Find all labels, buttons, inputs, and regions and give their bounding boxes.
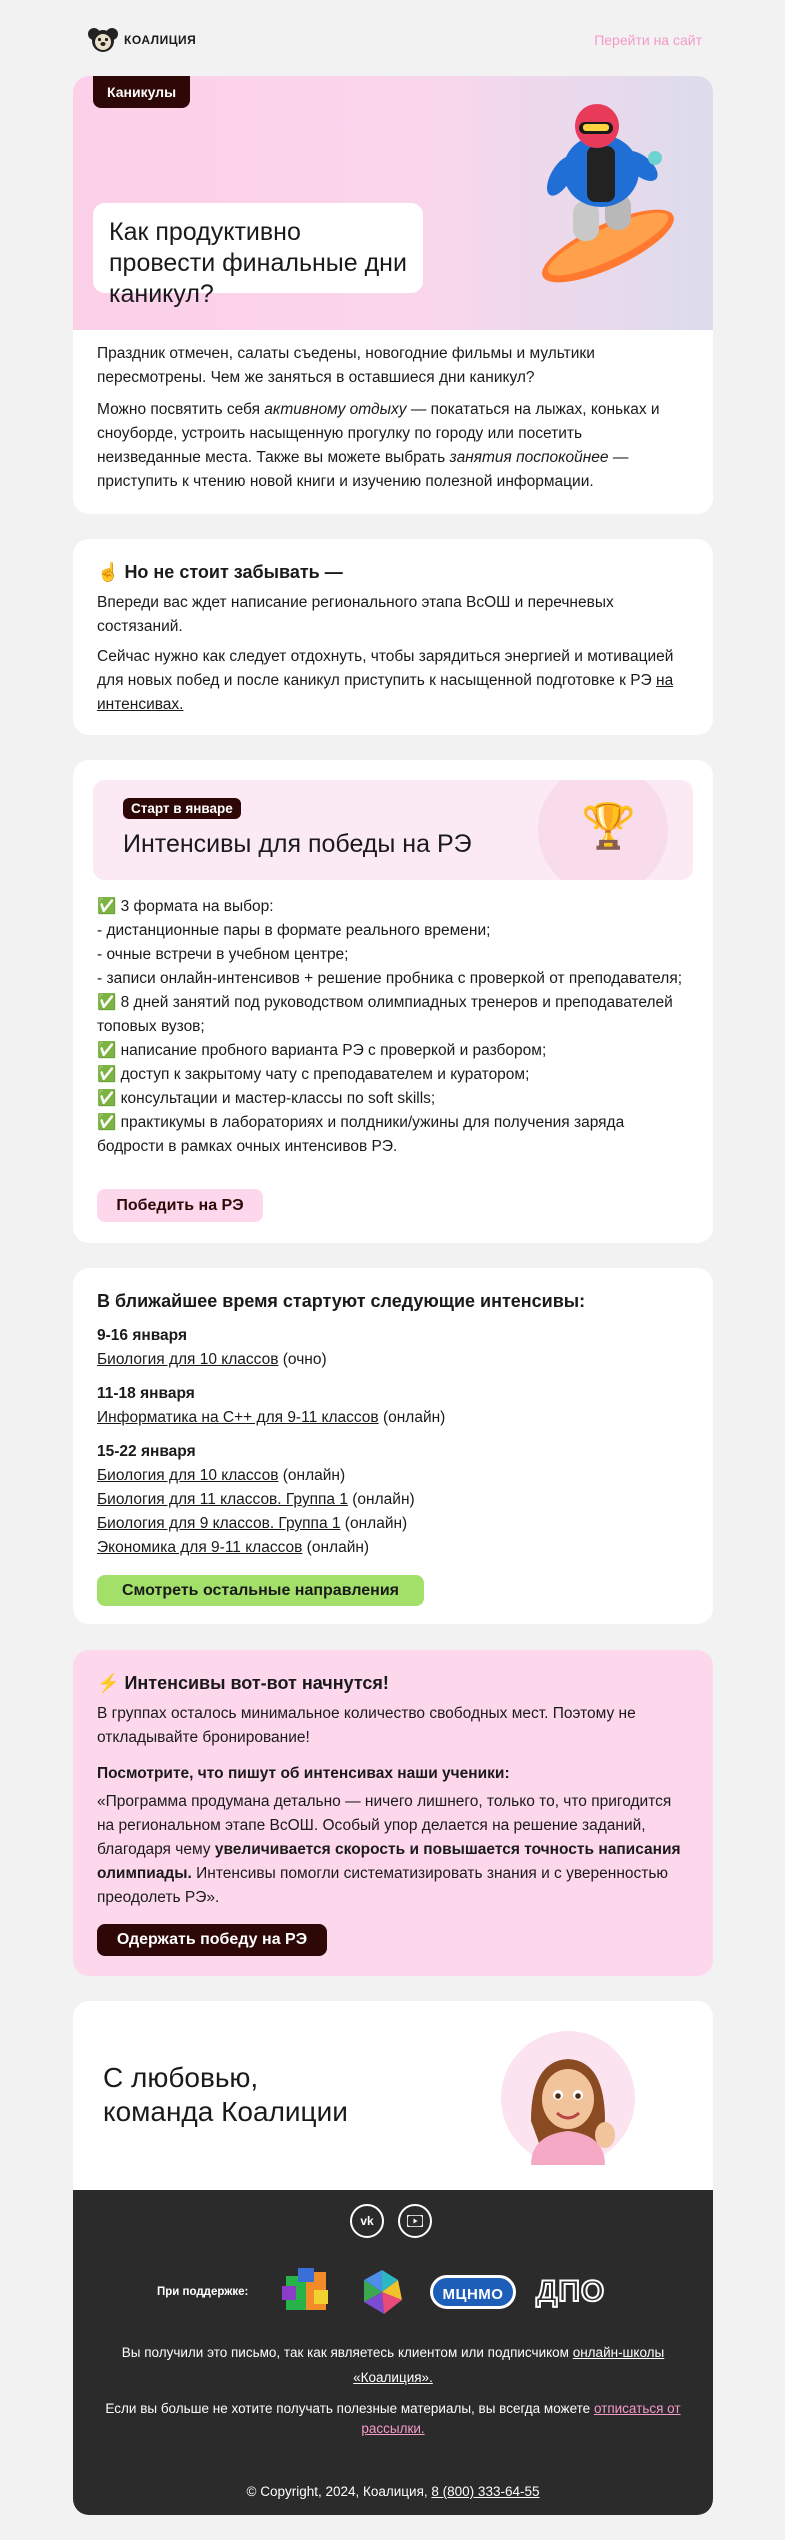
subscription-notice: Вы получили это письмо, так как являетесь клиентом или подписчиком онлайн-школы «Коалиция». [121, 2345, 665, 2385]
more-directions-button[interactable]: Смотреть остальные направления [97, 1575, 424, 1606]
intensives-title: Интенсивы для победы на РЭ [123, 830, 472, 858]
course-link[interactable]: Биология для 10 классов [97, 1467, 279, 1484]
remember-paragraph-1: Впереди вас ждет написание регионального этапа ВсОШ и перечневых состязаний. [97, 594, 614, 635]
list-line: ✅ доступ к закрытому чату с преподавателем и куратором; [97, 1066, 530, 1083]
pointing-up-icon: ☝️ [97, 562, 120, 582]
soon-card [73, 1650, 713, 1976]
logo-text: КОАЛИЦИЯ [124, 33, 197, 47]
phone-link[interactable]: 8 (800) 333-64-55 [431, 2484, 540, 2499]
remember-card [73, 539, 713, 735]
signature-text [103, 2061, 348, 2129]
soon-title: Интенсивы вот-вот начнутся! [124, 1673, 389, 1693]
schedule-item: Информатика на С++ для 9-11 классов (онлайн) [97, 1409, 446, 1426]
intro-paragraph-1: Праздник отмечен, салаты съедены, новогодние фильмы и мультики пересмотрены. Чем же заняться в оставшиеся дни каникул? [97, 345, 595, 386]
list-line: - очные встречи в учебном центре; [97, 946, 349, 963]
win-re-dark-button[interactable]: Одержать победу на РЭ [97, 1924, 327, 1956]
schedule-item: Биология для 10 классов (онлайн) [97, 1467, 346, 1484]
social-icons [350, 2204, 432, 2238]
schedule-title: В ближайшее время стартуют следующие интенсивы: [97, 1291, 586, 1311]
partner-petals-logo[interactable] [354, 2266, 410, 2318]
partner-mcnmo-logo[interactable]: МЦНМО [430, 2275, 516, 2309]
snowboarder-illustration [513, 96, 693, 316]
trophy-icon: 🏆 [581, 802, 636, 851]
student-quote: «Программа продумана детально — ничего лишнего, только то, что пригодится на региональном этапе ВсОШ. Особый упор делается на решение заданий, благодаря чему увеличивается скорость и повышается точность написания олимпиады. Интенсивы помогли систематизировать знания и с уверенностью преодолеть РЭ». [97, 1793, 681, 1906]
course-link[interactable]: Биология для 10 классов [97, 1351, 279, 1368]
list-line: - дистанционные пары в формате реального времени; [97, 922, 491, 939]
hero-card [73, 76, 713, 514]
schedule-group [97, 1382, 689, 1430]
partner-cube-logo[interactable] [278, 2266, 334, 2318]
copyright: © Copyright, 2024, Коалиция, 8 (800) 333-64-55 [246, 2484, 540, 2499]
hero-title-box [93, 203, 423, 308]
list-line: ✅ практикумы в лабораториях и полдники/ужины для получения заряда бодрости в рамках очных интенсивов РЭ. [97, 1114, 625, 1155]
course-link[interactable]: Информатика на С++ для 9-11 классов [97, 1409, 379, 1426]
support-label: При поддержке: [157, 2286, 249, 2298]
schedule-group [97, 1324, 689, 1372]
intensives-list [97, 895, 689, 1159]
vk-icon[interactable]: vk [350, 2204, 384, 2238]
unsubscribe-link[interactable]: отписаться от рассылки. [361, 2401, 681, 2436]
remember-paragraph-2: Сейчас нужно как следует отдохнуть, чтобы зарядиться энергией и мотивацией для новых побед и после каникул приступить к насыщенной подготовке к РЭ на интенсивах. [97, 648, 674, 713]
intensives-link[interactable]: на интенсивах. [97, 672, 674, 713]
intensives-banner [93, 780, 693, 880]
footer [73, 2190, 713, 2515]
site-link[interactable]: Перейти на сайт [594, 32, 702, 48]
schedule-date: 9-16 января [97, 1327, 187, 1344]
reviews-subtitle: Посмотрите, что пишут об интенсивах наши ученики: [97, 1765, 510, 1782]
course-link[interactable]: Биология для 9 классов. Группа 1 [97, 1515, 341, 1532]
list-line: ✅ консультации и мастер-классы по soft skills; [97, 1090, 436, 1107]
list-line: ✅ 8 дней занятий под руководством олимпиадных тренеров и преподавателей топовых вузов; [97, 994, 673, 1035]
schedule-group [97, 1440, 689, 1560]
school-link[interactable]: онлайн-школы «Коалиция». [353, 2345, 665, 2385]
hero-banner [73, 76, 713, 330]
avatar [501, 2031, 635, 2165]
lightning-icon: ⚡ [97, 1673, 120, 1693]
logo[interactable] [88, 24, 196, 56]
soon-paragraph: В группах осталось минимальное количество свободных мест. Поэтому не откладывайте бронирование! [97, 1705, 636, 1746]
list-line: ✅ 3 формата на выбор: [97, 898, 274, 915]
schedule-item: Биология для 9 классов. Группа 1 (онлайн) [97, 1515, 408, 1532]
signature-line-2: команда Коалиции [103, 2096, 348, 2127]
hero-badge: Каникулы [93, 76, 190, 108]
schedule-item: Экономика для 9-11 классов (онлайн) [97, 1539, 370, 1556]
partner-logos [278, 2266, 605, 2318]
partner-dpo-logo[interactable]: ДПО [536, 2275, 606, 2308]
youtube-icon[interactable] [398, 2204, 432, 2238]
soon-heading [97, 1670, 689, 1696]
signature-card [73, 2001, 713, 2515]
intensives-card [73, 760, 713, 1243]
intro-text [97, 342, 689, 494]
schedule-card [73, 1268, 713, 1624]
course-link[interactable]: Экономика для 9-11 классов [97, 1539, 303, 1556]
list-line: ✅ написание пробного варианта РЭ с проверкой и разбором; [97, 1042, 547, 1059]
schedule-item: Биология для 10 классов (очно) [97, 1351, 327, 1368]
intensives-badge: Старт в январе [123, 798, 241, 819]
hero-title: Как продуктивно провести финальные дни каникул? [109, 218, 407, 308]
unsubscribe-notice: Если вы больше не хотите получать полезные материалы, вы всегда можете отписаться от рассылки. [105, 2401, 681, 2436]
koala-logo-icon [88, 25, 118, 55]
intro-paragraph-2: Можно посвятить себя активному отдыху — покататься на лыжах, коньках и сноуборде, устроить насыщенную прогулку по городу или посетить неизведанные места. Также вы можете выбрать занятия поспокойнее — приступить к чтению новой книги и изучению полезной информации. [97, 401, 660, 490]
course-link[interactable]: Биология для 11 классов. Группа 1 [97, 1491, 348, 1508]
schedule-date: 11-18 января [97, 1385, 195, 1402]
remember-heading [97, 559, 689, 585]
list-line: - записи онлайн-интенсивов + решение пробника с проверкой от преподавателя; [97, 970, 683, 987]
win-re-button[interactable]: Победить на РЭ [97, 1189, 263, 1222]
schedule-date: 15-22 января [97, 1443, 196, 1460]
schedule-item: Биология для 11 классов. Группа 1 (онлайн) [97, 1491, 415, 1508]
remember-title: Но не стоит забывать — [124, 562, 343, 582]
signature-line-1: С любовью, [103, 2062, 259, 2093]
